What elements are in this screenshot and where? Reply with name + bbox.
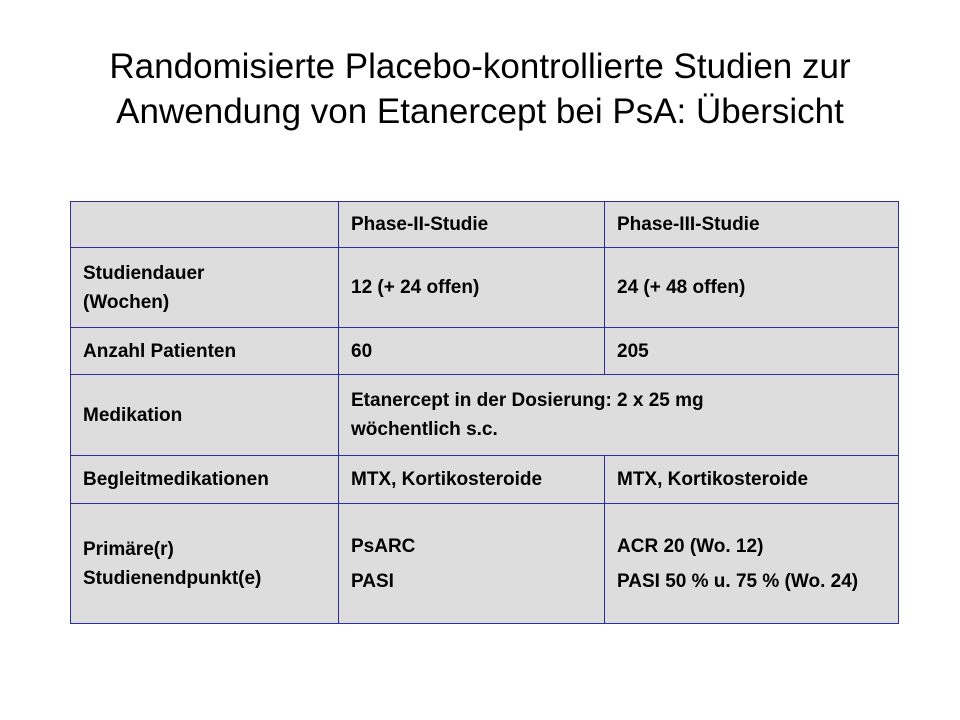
header-empty-cell bbox=[71, 202, 339, 248]
medication-value-line-1: Etanercept in der Dosierung: 2 x 25 mg bbox=[351, 390, 704, 411]
row-label-patients: Anzahl Patienten bbox=[71, 328, 339, 375]
patients-phase-2: 60 bbox=[339, 328, 605, 375]
header-phase-2: Phase-II-Studie bbox=[339, 202, 605, 248]
endpoints-label-line-2: Studienendpunkt(e) bbox=[83, 567, 262, 589]
table-row-comedication bbox=[71, 456, 899, 504]
slide-title bbox=[0, 44, 960, 134]
table-row-patients bbox=[71, 328, 899, 375]
patients-phase-3: 205 bbox=[605, 328, 899, 375]
endpoints-label-line-1: Primäre(r) bbox=[83, 538, 174, 560]
endpoint-phase-3-item-2: PASI 50 % u. 75 % (Wo. 24) bbox=[617, 570, 859, 592]
row-label-medication: Medikation bbox=[71, 375, 339, 456]
duration-phase-2: 12 (+ 24 offen) bbox=[339, 248, 605, 328]
duration-label-line-2: (Wochen) bbox=[83, 291, 170, 313]
header-phase-3: Phase-III-Studie bbox=[605, 202, 899, 248]
table-row-medication bbox=[71, 375, 899, 456]
comedication-phase-3: MTX, Kortikosteroide bbox=[605, 456, 899, 504]
medication-value bbox=[339, 375, 899, 456]
study-overview-table bbox=[70, 201, 899, 624]
medication-value-line-2: wöchentlich s.c. bbox=[351, 419, 498, 440]
duration-phase-3: 24 (+ 48 offen) bbox=[605, 248, 899, 328]
duration-label-line-1: Studiendauer bbox=[83, 262, 205, 284]
comedication-phase-2: MTX, Kortikosteroide bbox=[339, 456, 605, 504]
title-line-1: Randomisierte Placebo-kontrollierte Studien zur bbox=[109, 47, 851, 86]
endpoints-phase-2 bbox=[339, 504, 605, 624]
title-line-2: Anwendung von Etanercept bei PsA: Übersicht bbox=[116, 92, 844, 131]
endpoint-phase-2-item-2: PASI bbox=[351, 570, 394, 592]
row-label-duration bbox=[71, 248, 339, 328]
endpoint-phase-3-item-1: ACR 20 (Wo. 12) bbox=[617, 535, 764, 557]
table-row-duration bbox=[71, 248, 899, 328]
endpoints-phase-3 bbox=[605, 504, 899, 624]
endpoint-phase-2-item-1: PsARC bbox=[351, 535, 416, 557]
table-header-row bbox=[71, 202, 899, 248]
table-row-endpoints bbox=[71, 504, 899, 624]
row-label-endpoints bbox=[71, 504, 339, 624]
row-label-comedication: Begleitmedikationen bbox=[71, 456, 339, 504]
